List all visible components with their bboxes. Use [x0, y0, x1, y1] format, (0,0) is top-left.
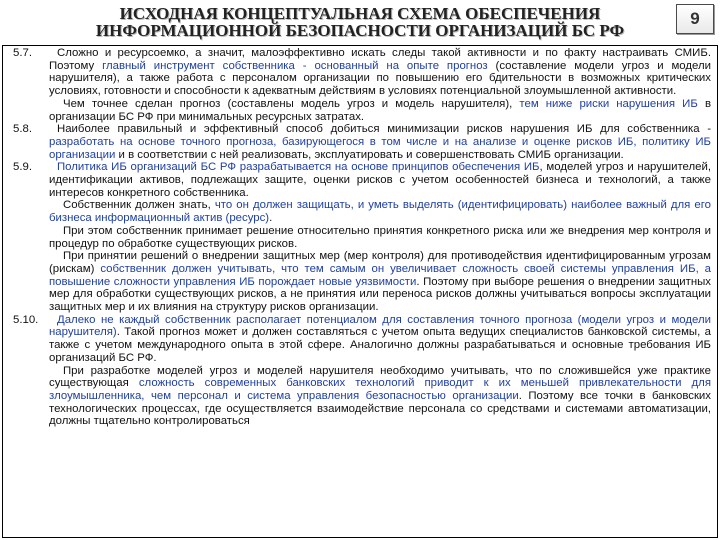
section-paragraph	[13, 123, 711, 161]
body-paragraph	[13, 98, 711, 123]
paragraph-text: (составление модели угроз и модели нарушителя), а также работа с персоналом организации по повышению его бдительности в возможных критических условиях, готовности и способности к адекватным действиям в условиях потенциальной злоумышленной активности.	[49, 59, 711, 98]
paragraph-text: При принятии решений о внедрении защитных мер (мер контроля) для противодействия идентифицированным угрозам (рискам)	[49, 250, 711, 275]
paragraph-text: в организации БС РФ при минимальных ресурсных затратах.	[49, 97, 712, 123]
section-paragraph	[13, 47, 711, 98]
highlighted-text: разработать на основе точного прогноза, базирующегося в том числе и на анализе и оценке рисков ИБ, политику ИБ организации	[49, 135, 711, 161]
body-paragraph	[13, 365, 711, 429]
highlighted-text: собственник должен учитывать, что тем самым он увеличивает сложность своей системы управления ИБ, а повышение сложности управления ИБ порождает новые уязвимости	[49, 262, 712, 288]
highlighted-text: главный инструмент собственника - основанный на опыте прогноз	[102, 59, 488, 72]
paragraph-text: . Такой прогноз может и должен составляться с учетом опыта ведущих специалистов банковской системы, а также с учетом международного опыта в этой сфере. Аналогично должны разрабатываться и основные требования ИБ организаций БС РФ.	[49, 326, 711, 364]
highlighted-text: Далеко не каждый собственник располагает потенциалом для составления точного прогноза (модели угроз и модели нарушителя)	[49, 313, 711, 339]
paragraph-text: При этом собственник принимает решение относительно принятия конкретного риска или же внедрения мер контроля и процедур по обработке существующих рисков.	[49, 224, 711, 250]
slide-header	[0, 0, 720, 44]
body-paragraph	[13, 225, 711, 250]
section-paragraph	[13, 161, 711, 199]
highlighted-text: тем ниже риски нарушения ИБ	[519, 97, 698, 110]
section-number: 5.9.	[13, 161, 32, 174]
paragraph-text: .	[269, 212, 273, 225]
paragraph-text: , моделей угроз и нарушителей, идентификации активов, подлежащих защите, оценки рисков с учетом особенностей бизнеса и технологий, а также интересов конкретного собственника.	[49, 161, 712, 199]
highlighted-text: сложность современных банковских технологий приводит к их меньшей привлекательности для злоумышленника, чем персонал и система управления безопасностью организации	[49, 377, 712, 402]
body-paragraph	[13, 199, 711, 224]
slide-title-line-1: ИСХОДНАЯ КОНЦЕПТУАЛЬНАЯ СХЕМА ОБЕСПЕЧЕНИЯ	[119, 4, 601, 23]
paragraph-text: . Поэтому при выборе решения о внедрении защитных мер для обработки существующих рисков, а не принятия или переноса рисков должны учитываться вопросы эксплуатации защитных мер и их влияния на структуру рисков организации.	[49, 275, 711, 314]
highlighted-text: что он должен защищать, и уметь выделять (идентифицировать) наиболее важный для его бизнеса информационный актив (ресурс)	[49, 199, 711, 225]
highlighted-text: Политика ИБ организаций БС РФ разрабатывается на основе принципов обеспечения ИБ	[57, 161, 540, 174]
section-number: 5.10.	[13, 313, 39, 326]
paragraph-text: При разработке моделей угроз и моделей нарушителя необходимо учитывать, что по сложившейся уже практике существующая	[49, 364, 711, 390]
body-paragraph	[13, 250, 711, 314]
section-number: 5.7.	[13, 47, 32, 59]
paragraph-text: Наиболее правильный и эффективный способ добиться минимизации рисков нарушения ИБ для собственника -	[57, 123, 711, 136]
section-paragraph	[13, 314, 711, 365]
paragraph-text: Собственник должен знать,	[63, 199, 215, 212]
slide-title-line-2: ИНФОРМАЦИОННОЙ БЕЗОПАСНОСТИ ОРГАНИЗАЦИЙ БС РФ	[95, 21, 625, 40]
paragraph-text: Чем точнее сделан прогноз (составлены модель угроз и модель нарушителя),	[63, 97, 520, 110]
section-number: 5.8.	[13, 123, 32, 136]
paragraph-text: . Поэтому все точки в банковских технологических процессах, где осуществляется взаимодействие персонала со средствами и системами автоматизации, должны тщательно контролироваться	[49, 389, 711, 428]
paragraph-text: Сложно и ресурсоемко, а значит, малоэффективно искать следы такой активности и по факту настраивать СМИБ. Поэтому	[49, 47, 711, 72]
paragraph-text: и в соответствии с ней реализовать, эксплуатировать и совершенствовать СМИБ организации.	[115, 148, 624, 161]
page-number-badge: 9	[676, 4, 714, 34]
document-body	[3, 46, 717, 428]
content-box	[2, 45, 718, 538]
